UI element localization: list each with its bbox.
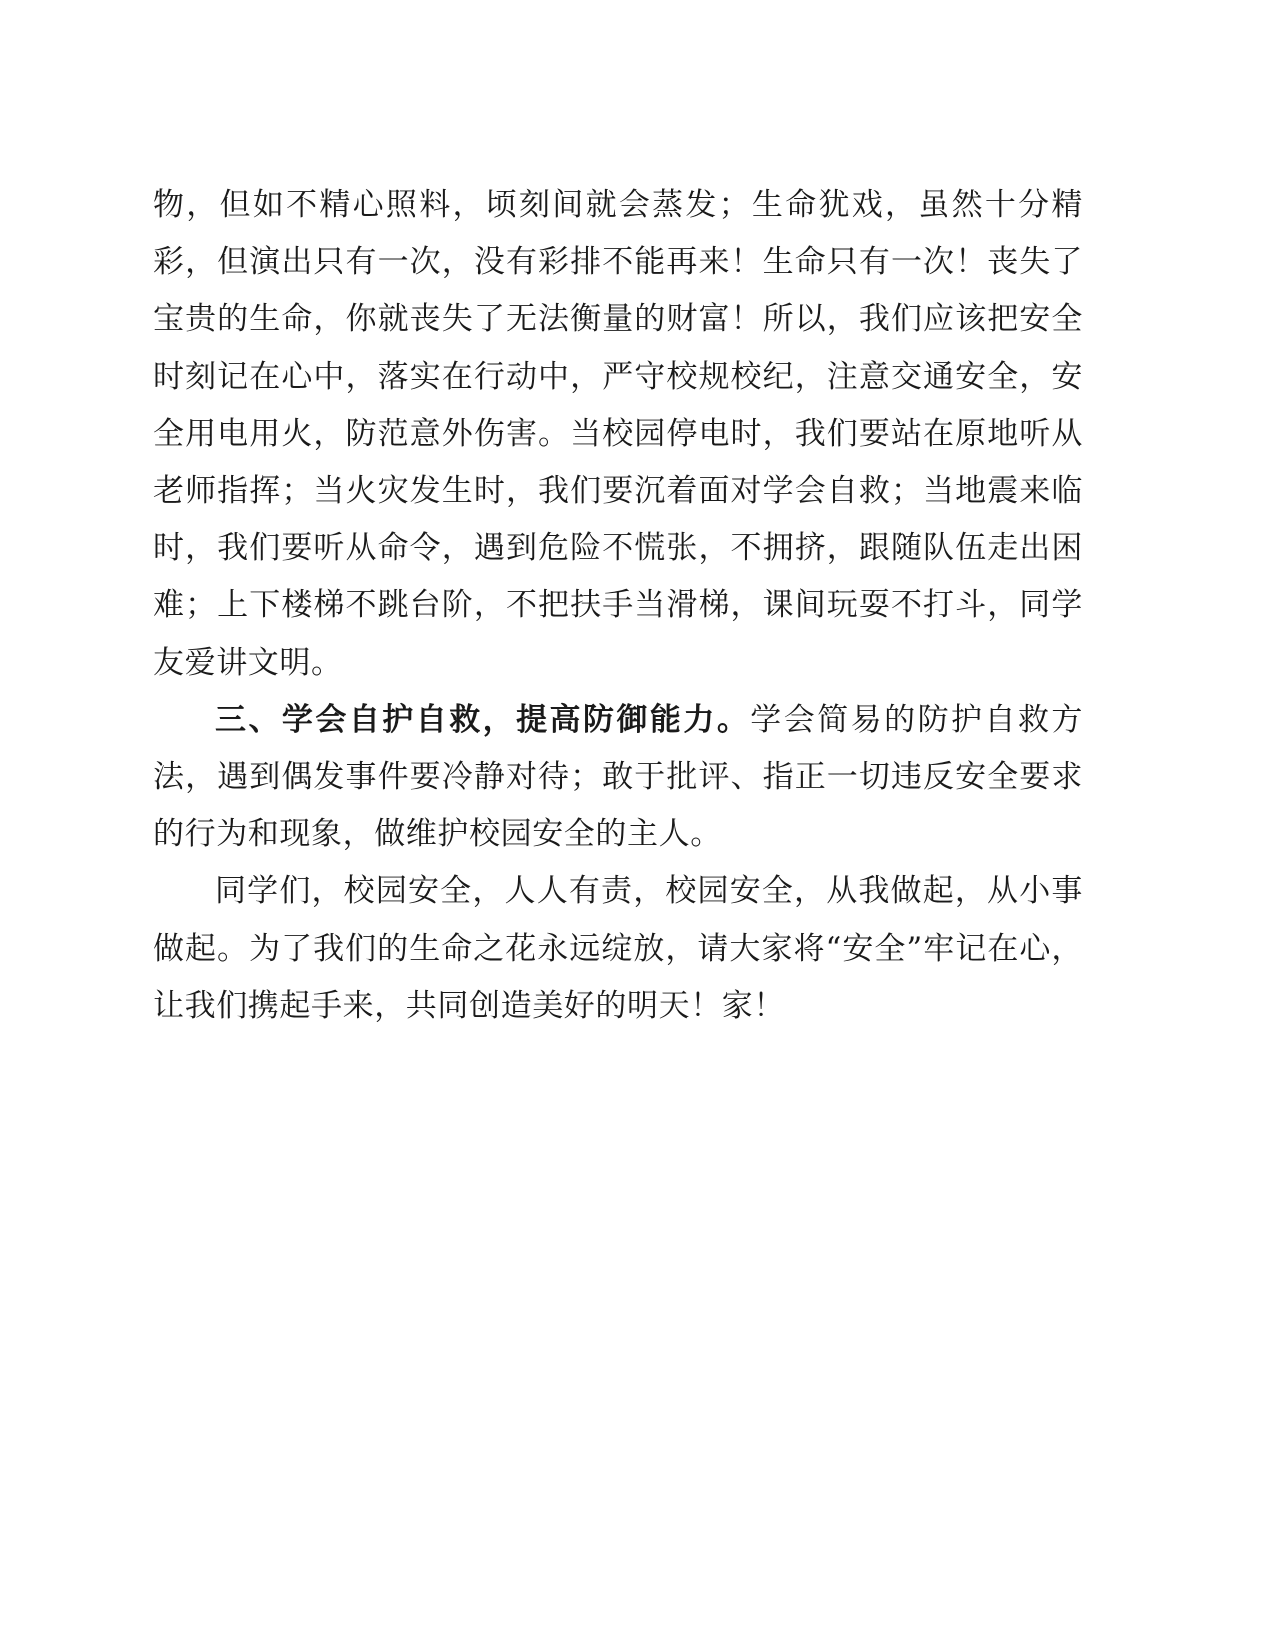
- section-three-body: 学会简易的防护自救方法，遇到偶发事件要冷静对待；敢于批评、指正一切违反安全要求的行为和现象，做维护校园安全的主人。: [153, 701, 1083, 853]
- section-three-heading: 三、学会自护自救，提高防御能力。: [215, 701, 751, 738]
- document-body: [153, 177, 1083, 1035]
- paragraph-continuation: 物，但如不精心照料，顷刻间就会蒸发；生命犹戏，虽然十分精彩，但演出只有一次，没有彩排不能再来！生命只有一次！丧失了宝贵的生命，你就丧失了无法衡量的财富！所以，我们应该把安全时刻记在心中，落实在行动中，严守校规校纪，注意交通安全，安全用电用火，防范意外伤害。当校园停电时，我们要站在原地听从老师指挥；当火灾发生时，我们要沉着面对学会自救；当地震来临时，我们要听从命令，遇到危险不慌张，不拥挤，跟随队伍走出困难；上下楼梯不跳台阶，不把扶手当滑梯，课间玩耍不打斗，同学友爱讲文明。: [153, 187, 1083, 681]
- paragraph-section-three: [153, 692, 1083, 864]
- paragraph-closing: 同学们，校园安全，人人有责，校园安全，从我做起，从小事做起。为了我们的生命之花永远绽放，请大家将“安全”牢记在心，让我们携起手来，共同创造美好的明天！家！: [153, 873, 1083, 1024]
